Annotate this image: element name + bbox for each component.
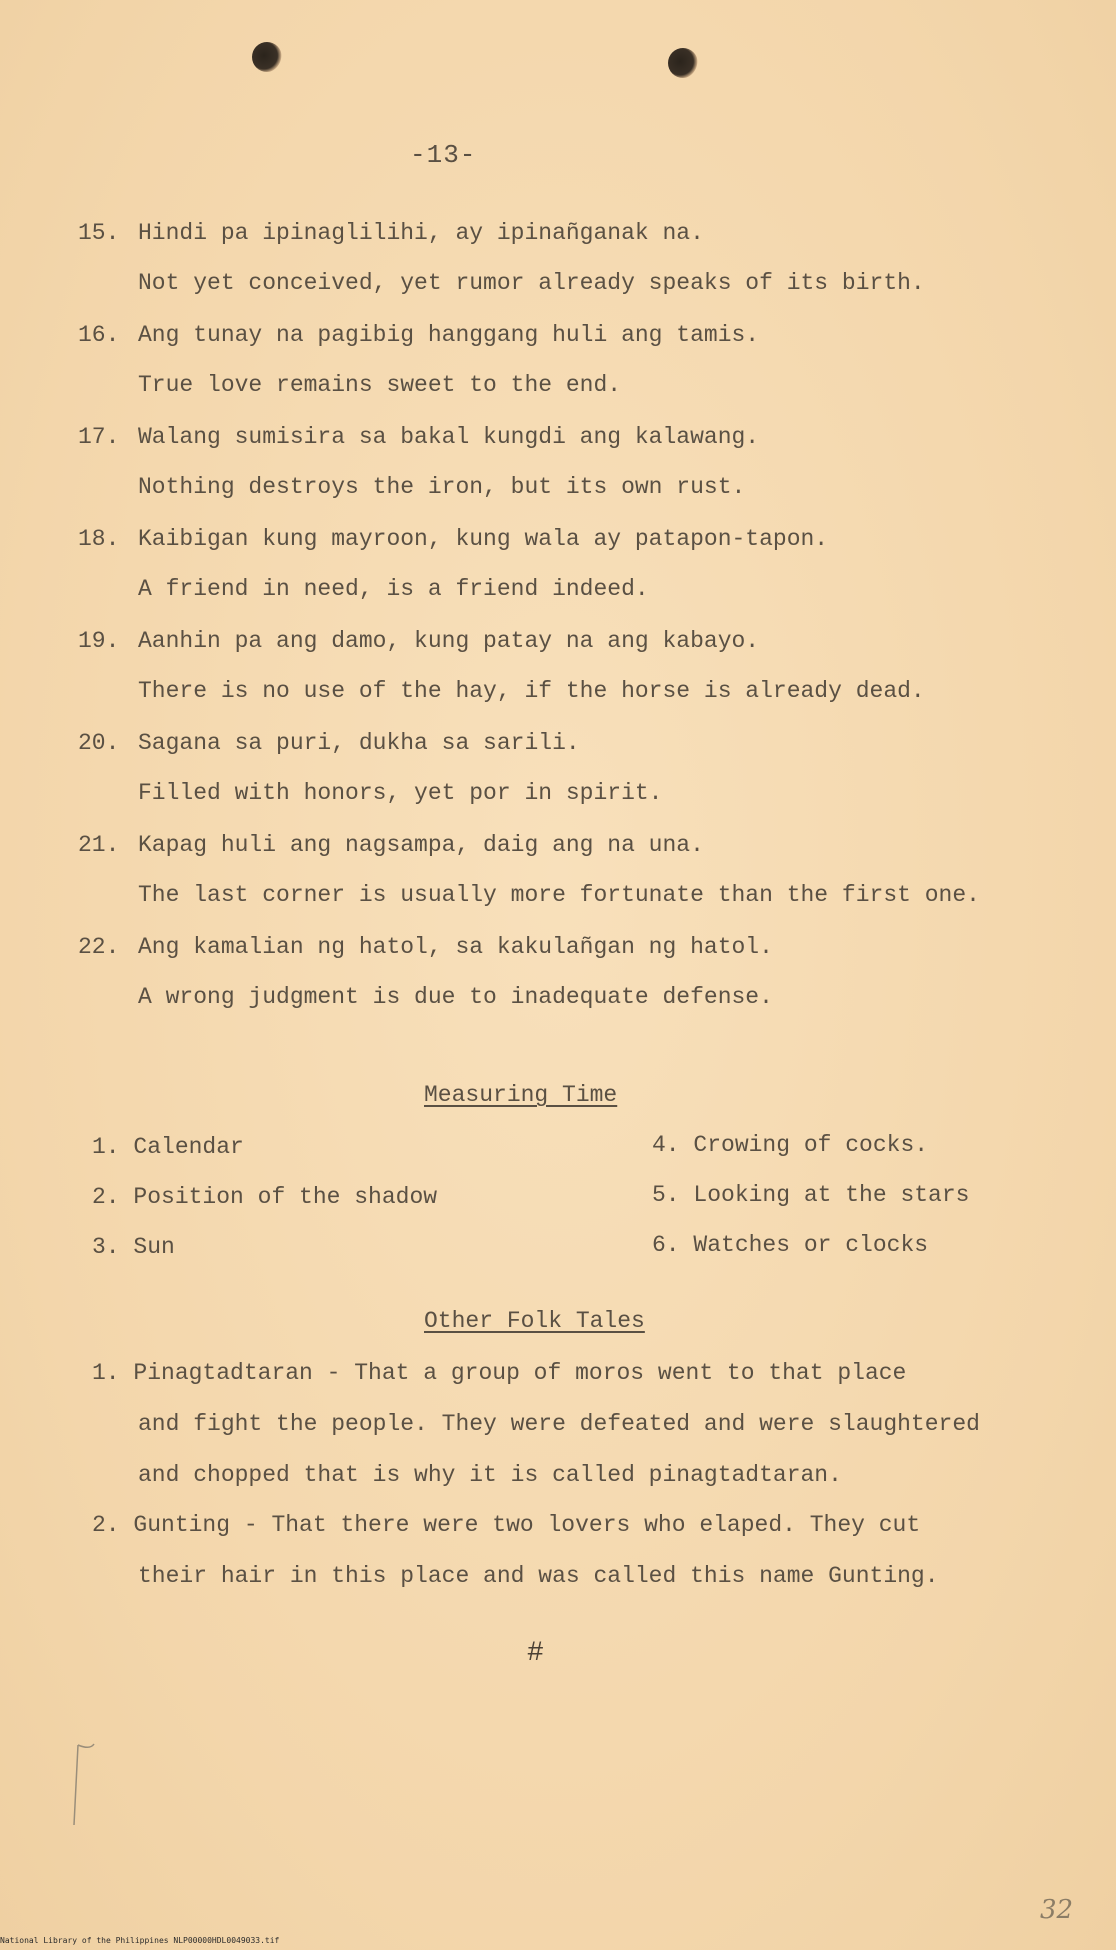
item-number: 3. (92, 1234, 120, 1260)
proverb-tagalog: Hindi pa ipinaglilihi, ay ipinañganak na. (138, 220, 704, 246)
item-label: Watches or clocks (693, 1232, 929, 1258)
proverb-tagalog: Sagana sa puri, dukha sa sarili. (138, 730, 580, 756)
folio-number: 32 (1040, 1895, 1074, 1925)
proverb-english: The last corner is usually more fortunate than the first one. (138, 882, 980, 908)
proverb-english: Not yet conceived, yet rumor already speaks of its birth. (138, 270, 925, 296)
measuring-time-item (92, 1184, 437, 1210)
tale-line: Pinagtadtaran - That a group of moros went to that place (133, 1360, 907, 1386)
tale-line: their hair in this place and was called this name Gunting. (138, 1563, 939, 1589)
item-number: 2. (92, 1184, 120, 1210)
proverb-number: 18. (78, 526, 120, 552)
item-number: 5. (652, 1182, 680, 1208)
tale-line: and chopped that is why it is called pinagtadtaran. (138, 1462, 842, 1488)
proverb-tagalog: Ang tunay na pagibig hanggang huli ang tamis. (138, 322, 760, 348)
measuring-time-item (92, 1134, 244, 1160)
proverb-number: 16. (78, 322, 120, 348)
measuring-time-item (652, 1182, 969, 1208)
item-label: Sun (133, 1234, 175, 1260)
proverb-number: 22. (78, 934, 120, 960)
proverb-number: 15. (78, 220, 120, 246)
proverb-english: There is no use of the hay, if the horse is already dead. (138, 678, 925, 704)
punch-hole-left (252, 42, 282, 72)
tale-number: 2. (92, 1512, 120, 1538)
folk-tale-1 (92, 1360, 906, 1386)
proverb-english: Nothing destroys the iron, but its own rust. (138, 474, 746, 500)
item-number: 1. (92, 1134, 120, 1160)
archive-footer: National Library of the Philippines NLP00000HDL0049033.tif (0, 1936, 280, 1945)
item-label: Position of the shadow (133, 1184, 438, 1210)
end-mark: # (527, 1638, 544, 1669)
tale-line: and fight the people. They were defeated and were slaughtered (138, 1411, 980, 1437)
folk-tale-2 (92, 1512, 920, 1538)
proverb-number: 21. (78, 832, 120, 858)
proverb-number: 20. (78, 730, 120, 756)
proverb-number: 19. (78, 628, 120, 654)
item-label: Crowing of cocks. (693, 1132, 929, 1158)
tale-line: Gunting - That there were two lovers who elaped. They cut (133, 1512, 921, 1538)
measuring-time-item (652, 1232, 928, 1258)
pencil-mark (70, 1740, 100, 1830)
measuring-time-item (92, 1234, 175, 1260)
measuring-time-heading: Measuring Time (424, 1082, 618, 1108)
proverb-english: True love remains sweet to the end. (138, 372, 622, 398)
folk-tales-heading: Other Folk Tales (424, 1308, 645, 1334)
proverb-tagalog: Kapag huli ang nagsampa, daig ang na una. (138, 832, 704, 858)
item-number: 4. (652, 1132, 680, 1158)
proverb-number: 17. (78, 424, 120, 450)
measuring-time-item (652, 1132, 928, 1158)
item-label: Looking at the stars (693, 1182, 970, 1208)
tale-number: 1. (92, 1360, 120, 1386)
proverb-tagalog: Kaibigan kung mayroon, kung wala ay patapon-tapon. (138, 526, 829, 552)
page-number: -13- (410, 140, 477, 170)
proverb-english: A wrong judgment is due to inadequate defense. (138, 984, 773, 1010)
proverb-english: Filled with honors, yet por in spirit. (138, 780, 663, 806)
proverb-tagalog: Walang sumisira sa bakal kungdi ang kalawang. (138, 424, 760, 450)
proverb-english: A friend in need, is a friend indeed. (138, 576, 649, 602)
proverb-tagalog: Aanhin pa ang damo, kung patay na ang kabayo. (138, 628, 760, 654)
item-label: Calendar (133, 1134, 244, 1160)
proverb-tagalog: Ang kamalian ng hatol, sa kakulañgan ng hatol. (138, 934, 773, 960)
punch-hole-right (668, 48, 698, 78)
item-number: 6. (652, 1232, 680, 1258)
